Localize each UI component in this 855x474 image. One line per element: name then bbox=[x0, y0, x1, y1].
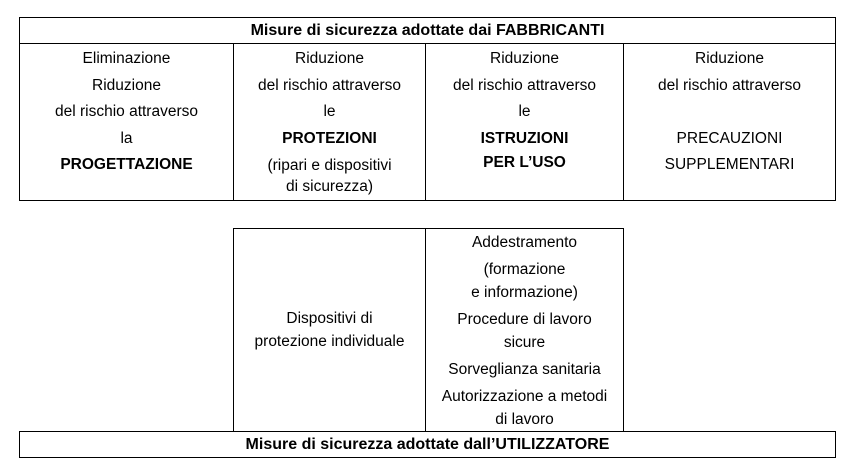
col4-after2: SUPPLEMENTARI bbox=[664, 156, 795, 173]
col4-line1: Riduzione bbox=[695, 50, 764, 67]
item-formazione-1: (formazione bbox=[483, 261, 566, 278]
col2-bold: PROTEZIONI bbox=[282, 129, 377, 147]
user-footer bbox=[19, 431, 836, 458]
item-addestramento: Addestramento bbox=[471, 234, 578, 251]
user-title: Misure di sicurezza adottate dall’UTILIZZATORE bbox=[245, 435, 610, 453]
col-protezioni bbox=[234, 46, 425, 197]
col1-line3: del rischio attraverso bbox=[54, 103, 198, 120]
manufacturers-header bbox=[19, 17, 836, 44]
col2-line2: del rischio attraverso bbox=[257, 76, 401, 94]
col1-line1: Eliminazione bbox=[82, 50, 171, 67]
col4-after1: PRECAUZIONI bbox=[676, 129, 783, 147]
manufacturers-title: Misure di sicurezza adottate dai FABBRICANTI bbox=[250, 21, 605, 39]
col3-line1: Riduzione bbox=[490, 50, 559, 67]
col3-bold1: ISTRUZIONI bbox=[480, 129, 569, 147]
col4-line2: del rischio attraverso bbox=[657, 76, 801, 94]
col2-line3: le bbox=[323, 103, 336, 120]
col1-line4: la bbox=[120, 129, 133, 147]
item-procedure-1: Procedure di lavoro bbox=[457, 311, 592, 328]
col-addestramento bbox=[426, 231, 623, 431]
col2-line1: Riduzione bbox=[295, 50, 364, 67]
col2-note1: (ripari e dispositivi bbox=[267, 157, 392, 174]
dpi-line2: protezione individuale bbox=[254, 333, 405, 350]
col2-note2: di sicurezza) bbox=[286, 178, 373, 195]
col1-line2: Riduzione bbox=[92, 76, 161, 94]
item-procedure-2: sicure bbox=[503, 334, 546, 351]
col3-bold2: PER L’USO bbox=[483, 154, 566, 171]
col3-line3: le bbox=[518, 103, 531, 120]
col1-bold: PROGETTAZIONE bbox=[60, 156, 193, 173]
col-precauzioni bbox=[624, 46, 835, 179]
col3-line2: del rischio attraverso bbox=[452, 76, 596, 94]
col-dpi bbox=[234, 229, 425, 431]
item-autorizzazione-2: di lavoro bbox=[495, 411, 554, 428]
item-autorizzazione-1: Autorizzazione a metodi bbox=[441, 388, 608, 405]
item-sorveglianza: Sorveglianza sanitaria bbox=[448, 361, 601, 378]
col-istruzioni bbox=[426, 46, 623, 173]
item-formazione-2: e informazione) bbox=[471, 284, 578, 301]
col-progettazione bbox=[20, 46, 233, 179]
dpi-line1: Dispositivi di bbox=[286, 310, 373, 327]
